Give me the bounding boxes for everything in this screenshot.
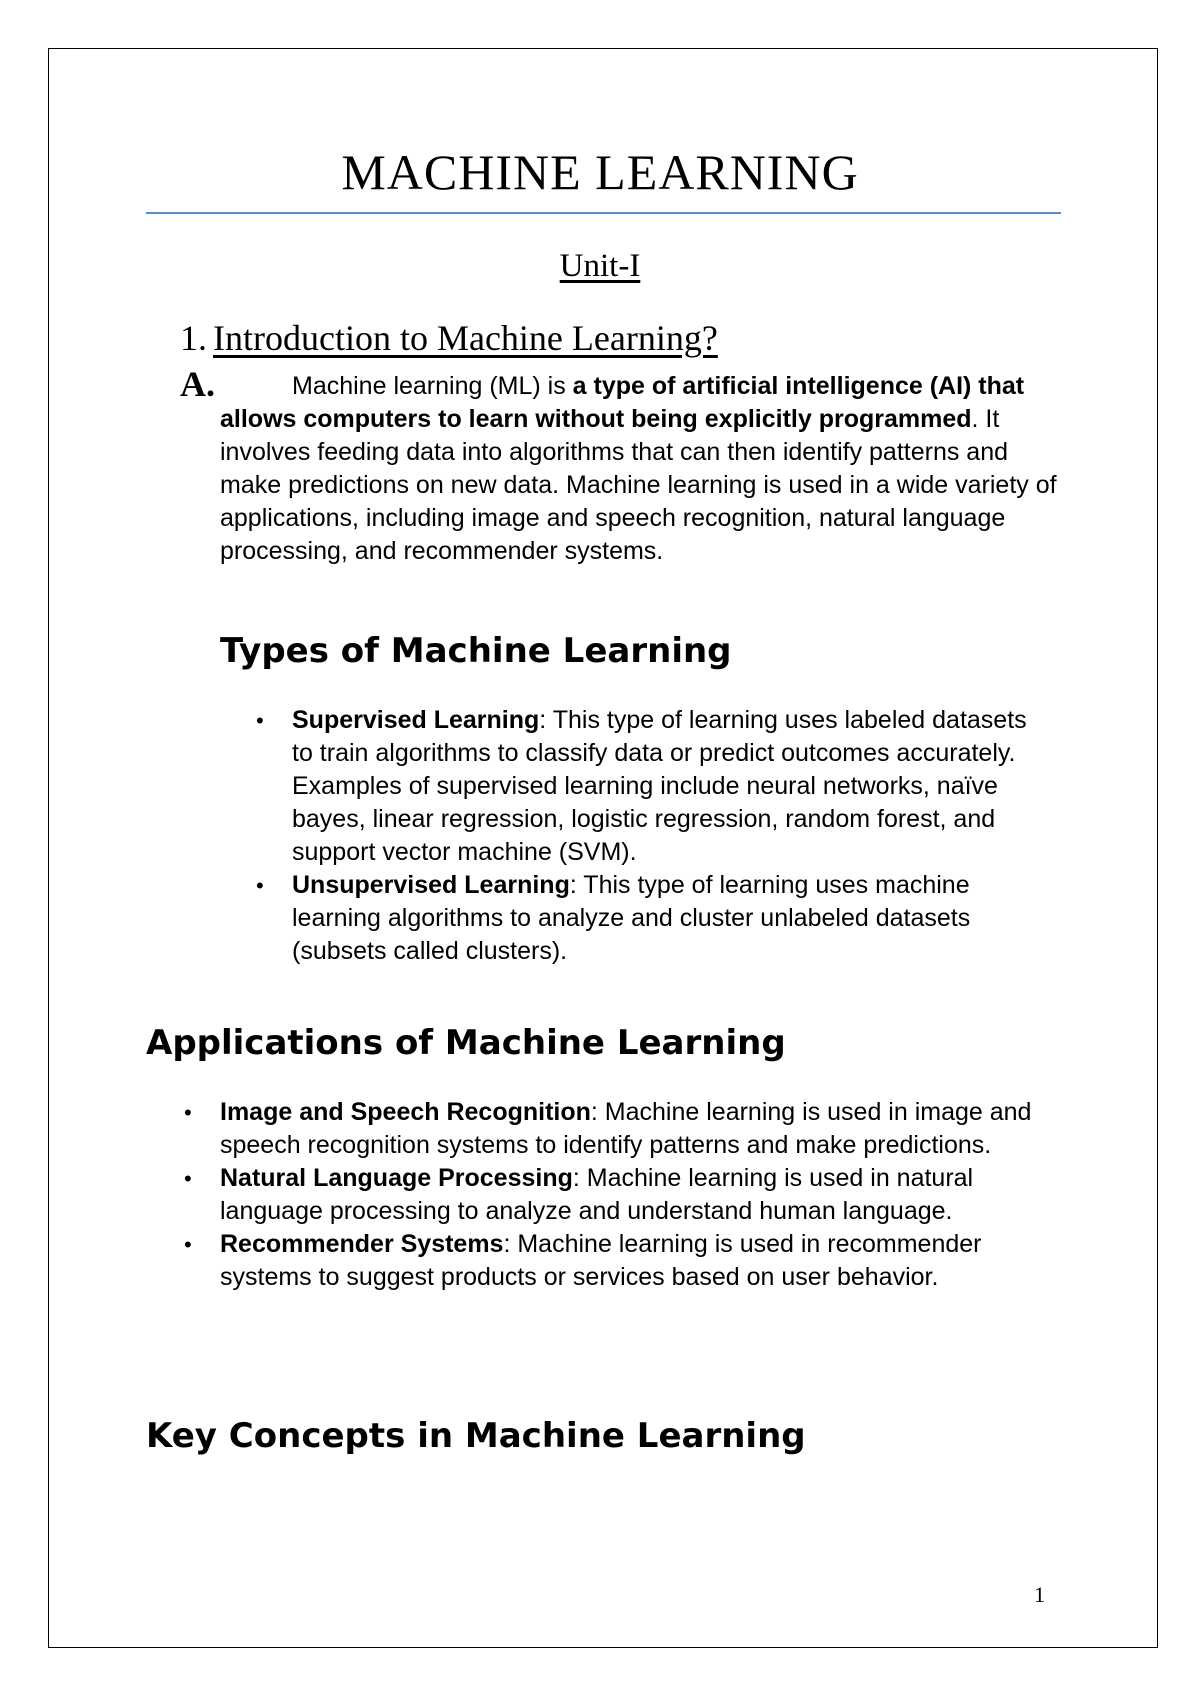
answer-lead: Machine learning (ML) is: [292, 372, 573, 400]
list-item: [256, 869, 1052, 968]
types-list: [256, 704, 1052, 968]
list-item-term: Image and Speech Recognition: [220, 1098, 591, 1126]
intro-answer-paragraph: [220, 370, 1060, 568]
bullet-icon: •: [184, 1100, 192, 1125]
bullet-icon: •: [256, 708, 264, 733]
list-item-text: : Machine learning is used in recommender systems to suggest products or services based on user behavior.: [220, 1230, 982, 1291]
bullet-icon: •: [184, 1166, 192, 1191]
question-number: 1.: [180, 318, 207, 358]
answer-bold-definition: a type of artificial intelligence (AI) that allows computers to learn without being explicitly programmed: [220, 372, 1025, 433]
list-item-text: : This type of learning uses labeled datasets to train algorithms to classify data or predict outcomes accurately. Examples of supervised learning include neural networks, naïve bayes, linear regression, logistic regression, random forest, and support vector machine (SVM).: [292, 706, 1027, 866]
list-item-term: Natural Language Processing: [220, 1164, 573, 1192]
document-title: MACHINE LEARNING: [341, 144, 859, 200]
applications-list: [184, 1096, 1050, 1294]
key-concepts-heading: Key Concepts in Machine Learning: [146, 1416, 806, 1456]
types-section-heading: Types of Machine Learning: [220, 631, 732, 671]
bullet-icon: •: [256, 873, 264, 898]
list-item-term: Recommender Systems: [220, 1230, 504, 1258]
answer-marker: A.: [180, 364, 215, 404]
title-underline-rule: [146, 212, 1061, 214]
question-text: Introduction to Machine Learning?: [213, 318, 718, 358]
applications-section-heading: Applications of Machine Learning: [146, 1023, 786, 1063]
intro-question-heading: [180, 316, 718, 360]
list-item-term: Unsupervised Learning: [292, 871, 570, 899]
list-item-text: : Machine learning is used in image and speech recognition systems to identify patterns and make predictions.: [220, 1098, 1032, 1159]
bullet-icon: •: [184, 1232, 192, 1257]
page-number: 1: [1034, 1582, 1045, 1607]
list-item: [184, 1096, 1050, 1162]
list-item: [184, 1228, 1050, 1294]
unit-label: Unit-I: [559, 248, 641, 284]
answer-rest: . It involves feeding data into algorithms that can then identify patterns and make predictions on new data. Machine learning is used in a wide variety of applications, including image and speech recognition, natural language processing, and recommender systems.: [220, 405, 1057, 565]
list-item: [184, 1162, 1050, 1228]
list-item-text: : Machine learning is used in natural language processing to analyze and understand human language.: [220, 1164, 974, 1225]
list-item-text: : This type of learning uses machine learning algorithms to analyze and cluster unlabeled datasets (subsets called clusters).: [292, 871, 971, 965]
list-item-term: Supervised Learning: [292, 706, 540, 734]
list-item: [256, 704, 1052, 869]
